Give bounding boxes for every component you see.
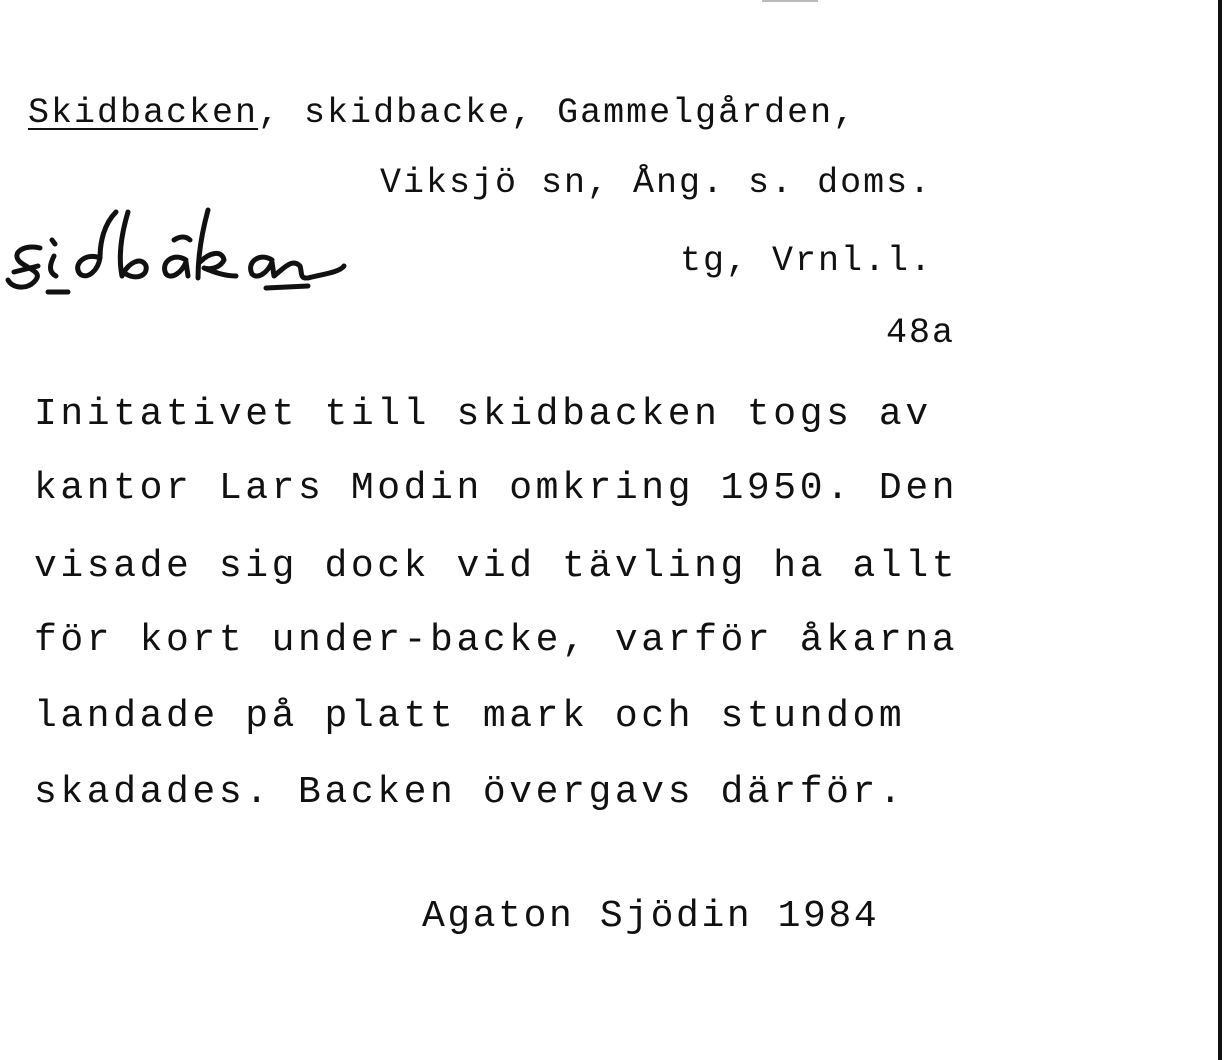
card-number: 48a (886, 313, 956, 353)
body-line-1: Initativet till skidbacken togs av (34, 393, 932, 436)
heading-line-1-rest: , skidbacke, Gammelgården, (258, 93, 857, 133)
body-line-4: för kort under-backe, varför åkarna (34, 619, 959, 662)
heading-line-2: Viksjö sn, Ång. s. doms. (380, 163, 933, 203)
heading-line-3: tg, Vrnl.l. (680, 241, 934, 281)
place-name: Skidbacken (28, 93, 259, 133)
handwriting-drawing (4, 196, 424, 306)
handwritten-pronunciation (4, 196, 424, 311)
signature: Agaton Sjödin 1984 (422, 895, 880, 938)
heading-line-1 (28, 93, 857, 133)
body-line-5: landade på platt mark och stundom (34, 695, 906, 738)
scan-mark (762, 0, 818, 2)
card-edge-border (1218, 0, 1222, 1060)
body-line-3: visade sig dock vid tävling ha allt (34, 545, 959, 588)
body-line-2: kantor Lars Modin omkring 1950. Den (34, 467, 959, 510)
body-line-6: skadades. Backen övergavs därför. (34, 771, 906, 814)
